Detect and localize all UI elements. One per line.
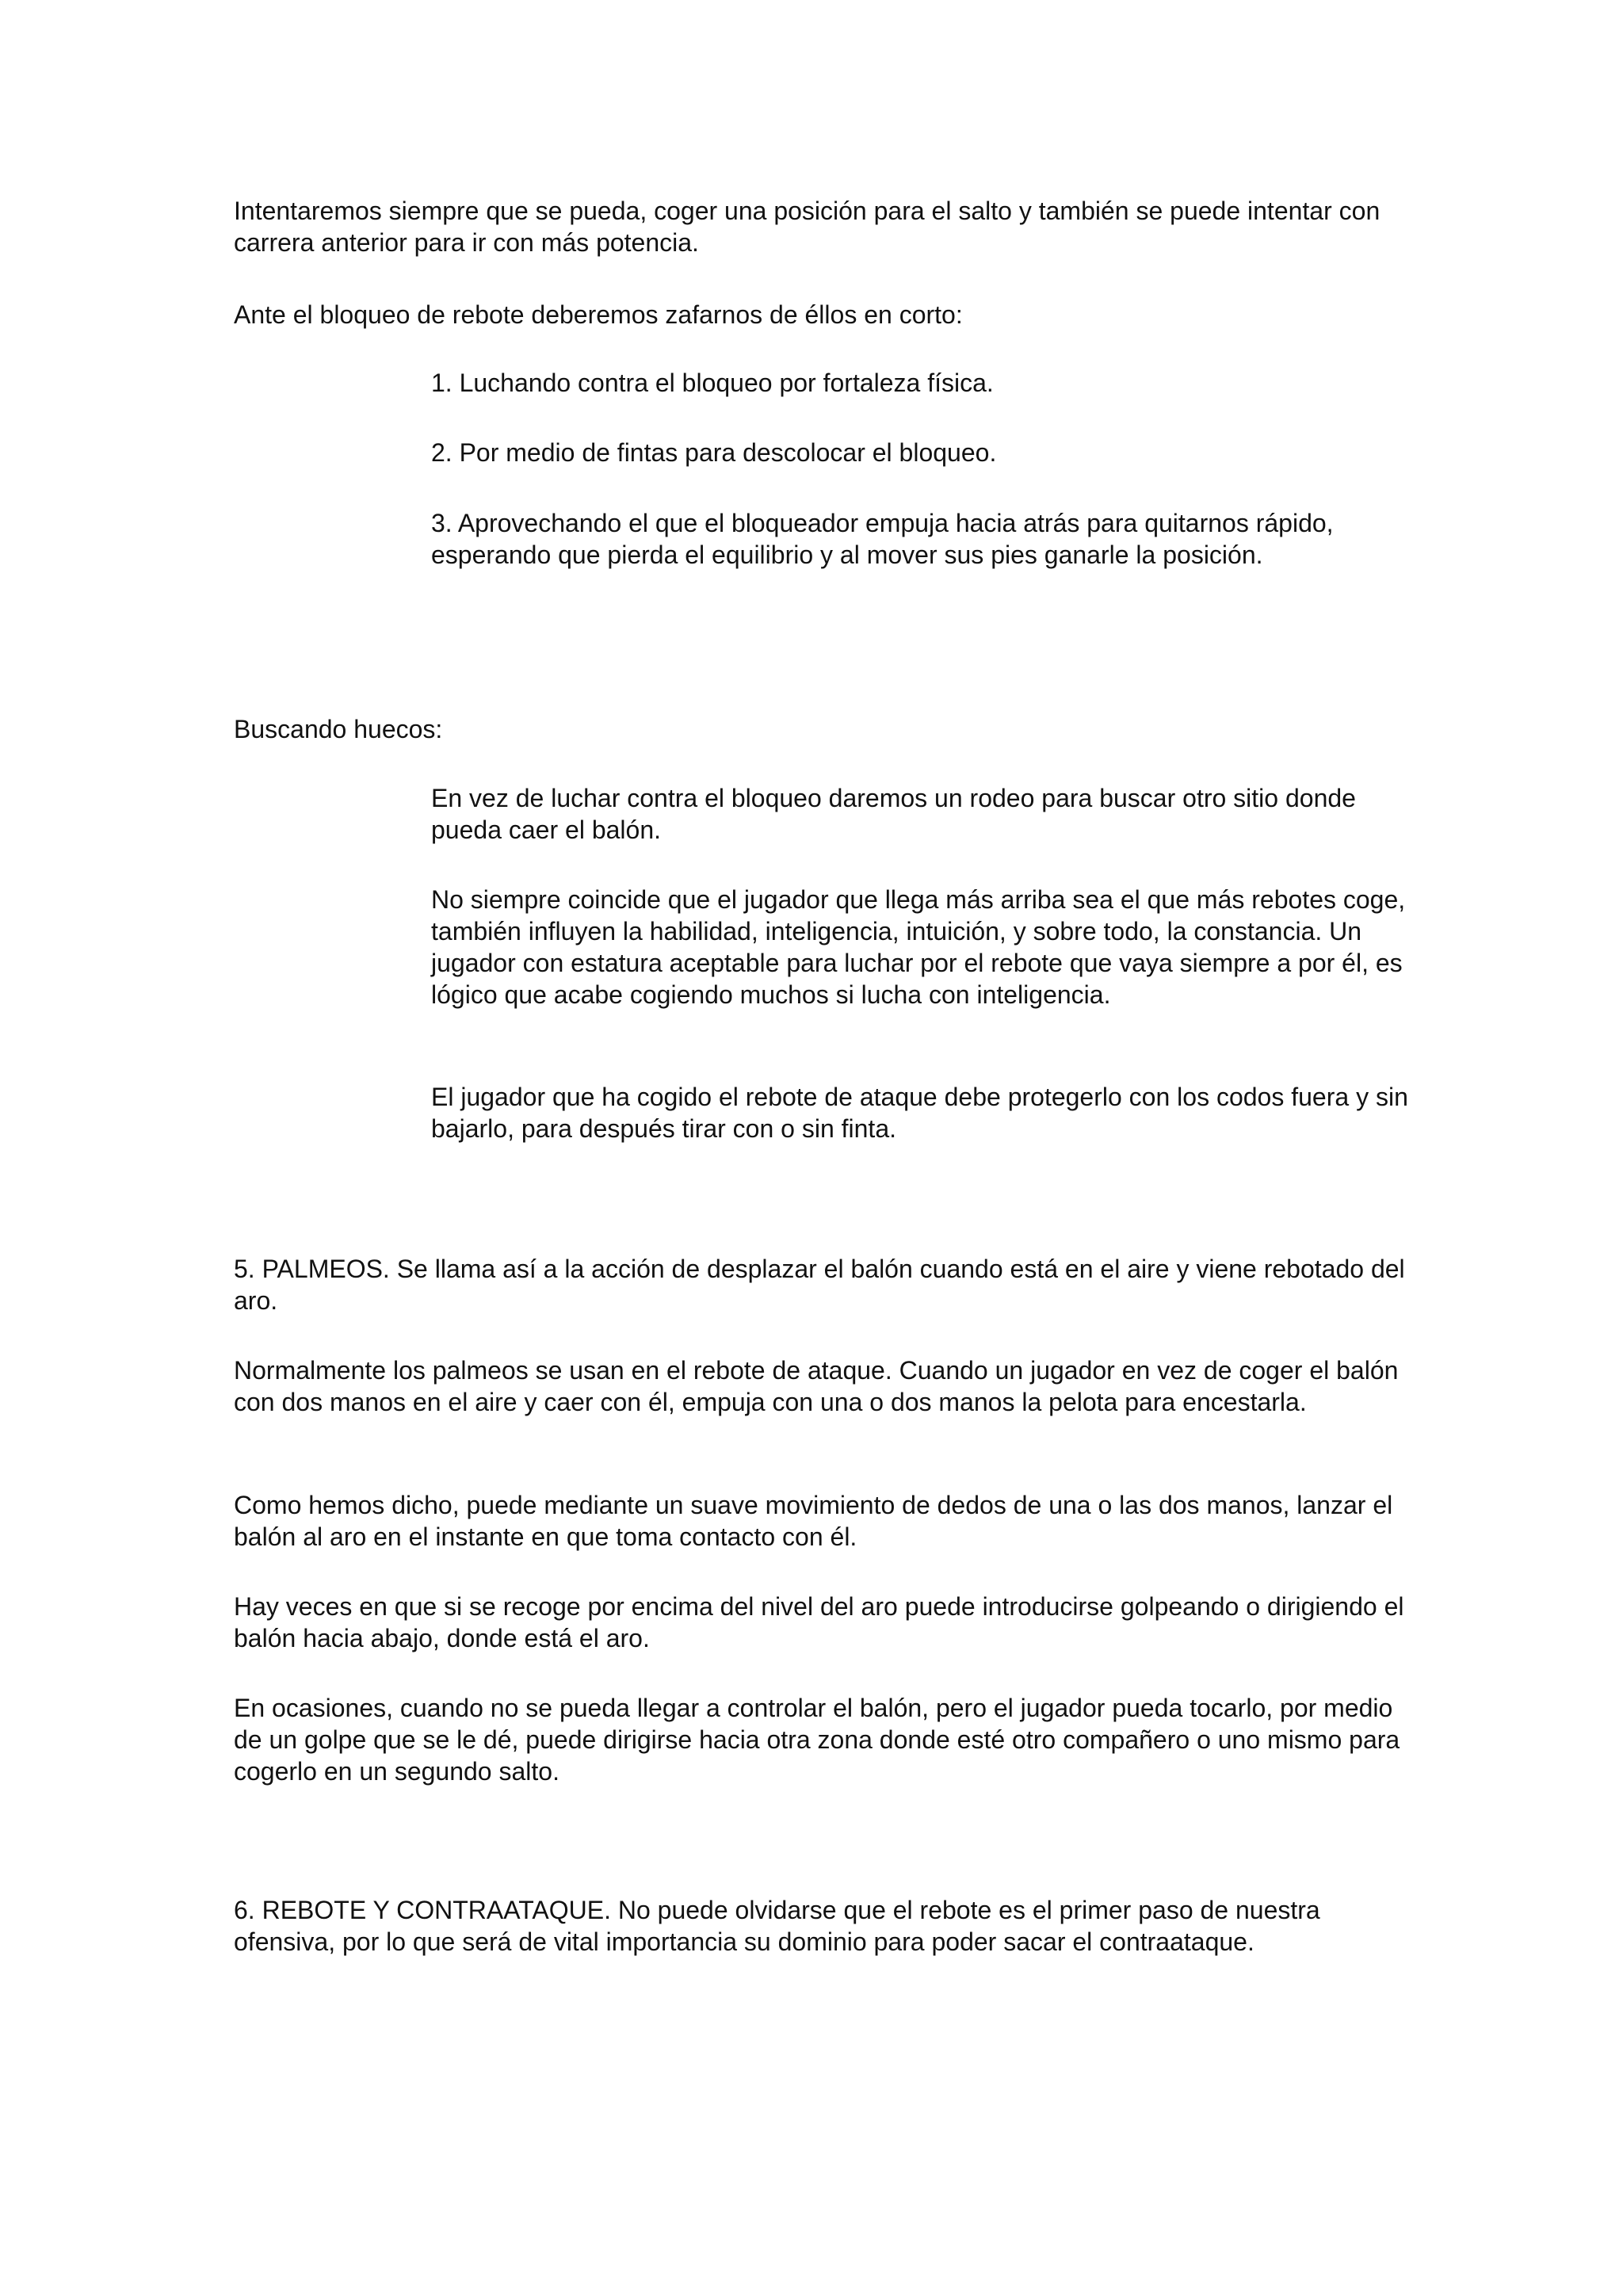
list-item-3: 3. Aprovechando el que el bloqueador empuja hacia atrás para quitarnos rápido, esperando que pierda el equilibrio y al mover sus pies ganarle la posición.	[431, 509, 1334, 569]
list-item-1: 1. Luchando contra el bloqueo por fortaleza física.	[431, 369, 994, 397]
paragraph-jump-position: Intentaremos siempre que se pueda, coger una posición para el salto y también se puede intentar con carrera anterior para ir con más potencia.	[234, 197, 1381, 257]
section-palmeos: 5. PALMEOS. Se llama así a la acción de desplazar el balón cuando está en el aire y viene rebotado del aro.	[234, 1255, 1405, 1315]
paragraph-palmeos-uso: Normalmente los palmeos se usan en el rebote de ataque. Cuando un jugador en vez de coger el balón con dos manos en el aire y caer con él, empuja con una o dos manos la pelota para encestarla.	[234, 1356, 1399, 1416]
paragraph-constancia: No siempre coincide que el jugador que llega más arriba sea el que más rebotes coge, también influyen la habilidad, inteligencia, intuición, y sobre todo, la constancia. Un jugador con estatura aceptable para luchar por el rebote que vaya siempre a por él, es lógico que acabe cogiendo muchos si lucha con inteligencia.	[431, 885, 1406, 1009]
paragraph-rebound-block-intro: Ante el bloqueo de rebote deberemos zafarnos de éllos en corto:	[234, 300, 963, 329]
section-rebote-contraataque: 6. REBOTE Y CONTRAATAQUE. No puede olvidarse que el rebote es el primer paso de nuestra ofensiva, por lo que será de vital importancia su dominio para poder sacar el contraataque.	[234, 1896, 1320, 1956]
section-heading-buscando-huecos: Buscando huecos:	[234, 715, 443, 743]
paragraph-rodeo: En vez de luchar contra el bloqueo daremos un rodeo para buscar otro sitio donde pueda caer el balón.	[431, 784, 1356, 844]
paragraph-proteger-rebote: El jugador que ha cogido el rebote de ataque debe protegerlo con los codos fuera y sin bajarlo, para después tirar con o sin finta.	[431, 1083, 1408, 1143]
list-item-2: 2. Por medio de fintas para descolocar el bloqueo.	[431, 438, 997, 467]
paragraph-movimiento-dedos: Como hemos dicho, puede mediante un suave movimiento de dedos de una o las dos manos, lanzar el balón al aro en el instante en que toma contacto con él.	[234, 1491, 1393, 1551]
paragraph-por-encima-aro: Hay veces en que si se recoge por encima del nivel del aro puede introducirse golpeando o dirigiendo el balón hacia abajo, donde está el aro.	[234, 1592, 1404, 1652]
paragraph-segundo-salto: En ocasiones, cuando no se pueda llegar a controlar el balón, pero el jugador pueda tocarlo, por medio de un golpe que se le dé, puede dirigirse hacia otra zona donde esté otro compañero o uno mismo para cogerlo en un segundo salto.	[234, 1694, 1400, 1786]
